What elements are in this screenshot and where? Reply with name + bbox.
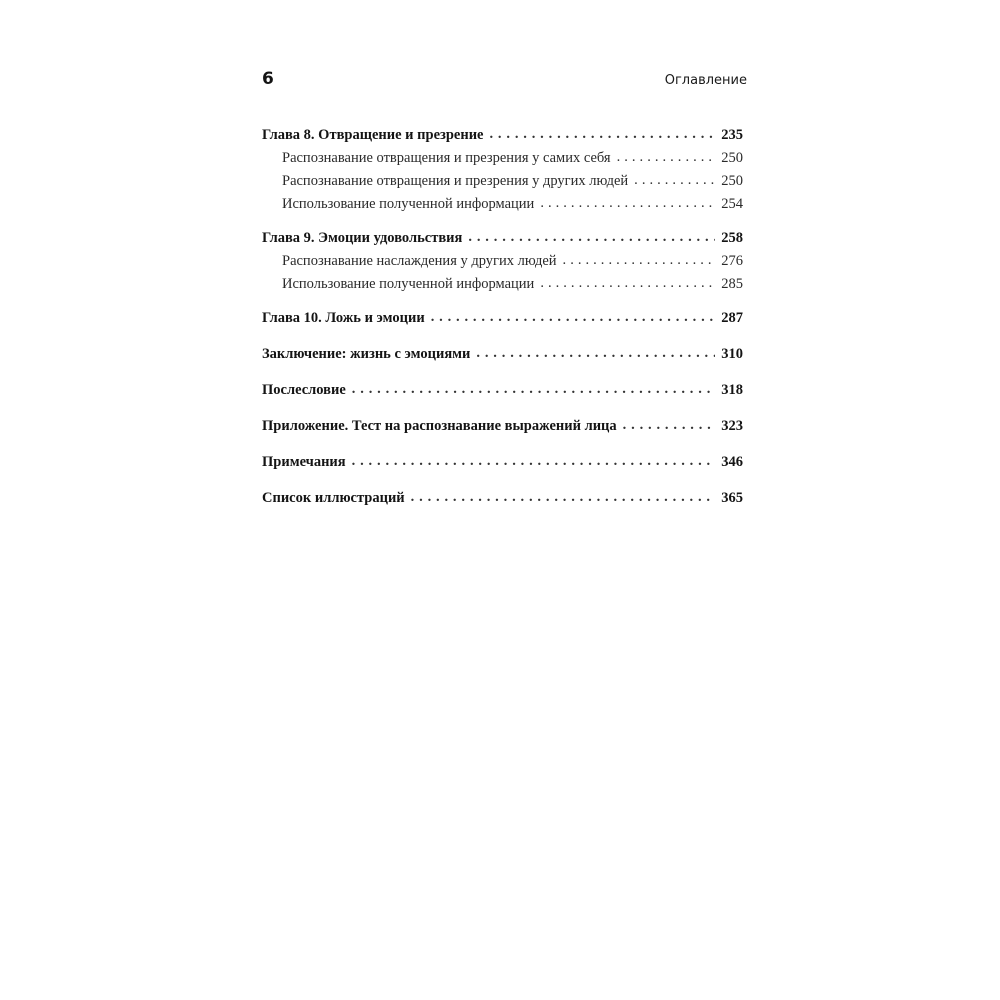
toc-entry-page: 285: [721, 276, 743, 292]
toc-entry-page: 254: [721, 196, 743, 212]
toc-entry-page: 250: [721, 173, 743, 189]
toc-entry-title: Приложение. Тест на распознавание выражений лица: [262, 418, 617, 434]
toc-entry-section[interactable]: [262, 250, 743, 273]
toc-entry-page: 310: [721, 346, 743, 362]
toc-entry-page: 365: [721, 490, 743, 506]
toc-entry-title: Распознавание отвращения и презрения у других людей: [282, 173, 629, 189]
toc-entry-appendix[interactable]: [262, 415, 743, 438]
toc-entry-title: Распознавание наслаждения у других людей: [282, 253, 557, 269]
toc-entry-page: 235: [721, 127, 743, 143]
dot-leader: [563, 249, 716, 272]
toc-entry-title: Глава 9. Эмоции удовольствия: [262, 230, 463, 246]
running-head: Оглавление: [664, 73, 747, 88]
dot-leader: [540, 272, 715, 295]
toc-entry-title: Использование полученной информации: [282, 196, 535, 212]
table-of-contents: [262, 124, 743, 510]
dot-leader: [352, 378, 715, 401]
dot-leader: [540, 192, 715, 215]
toc-entry-chapter-8[interactable]: [262, 124, 743, 147]
toc-entry-page: 346: [721, 454, 743, 470]
toc-entry-page: 318: [721, 382, 743, 398]
toc-entry-title: Примечания: [262, 454, 346, 470]
dot-leader: [352, 450, 716, 473]
toc-entry-chapter-10[interactable]: [262, 307, 743, 330]
toc-entry-chapter-9[interactable]: [262, 227, 743, 250]
toc-entry-page: 258: [721, 230, 743, 246]
toc-entry-section[interactable]: [262, 147, 743, 170]
toc-entry-illustrations[interactable]: [262, 487, 743, 510]
toc-entry-title: Глава 8. Отвращение и презрение: [262, 127, 484, 143]
page-number: 6: [262, 69, 274, 89]
toc-entry-title: Заключение: жизнь с эмоциями: [262, 346, 471, 362]
toc-entry-section[interactable]: [262, 170, 743, 193]
toc-entry-notes[interactable]: [262, 451, 743, 474]
dot-leader: [489, 123, 715, 146]
toc-entry-afterword[interactable]: [262, 379, 743, 402]
dot-leader: [411, 486, 716, 509]
toc-entry-page: 287: [721, 310, 743, 326]
toc-entry-title: Распознавание отвращения и презрения у самих себя: [282, 150, 611, 166]
toc-entry-title: Использование полученной информации: [282, 276, 535, 292]
toc-entry-page: 276: [721, 253, 743, 269]
dot-leader: [476, 342, 715, 365]
toc-entry-title: Список иллюстраций: [262, 490, 405, 506]
toc-entry-section[interactable]: [262, 193, 743, 216]
dot-leader: [617, 146, 716, 169]
toc-entry-page: 250: [721, 150, 743, 166]
dot-leader: [468, 226, 715, 249]
toc-entry-title: Глава 10. Ложь и эмоции: [262, 310, 425, 326]
toc-entry-title: Послесловие: [262, 382, 346, 398]
toc-entry-conclusion[interactable]: [262, 343, 743, 366]
dot-leader: [623, 414, 716, 437]
dot-leader: [431, 306, 716, 329]
toc-entry-section[interactable]: [262, 273, 743, 296]
dot-leader: [634, 169, 715, 192]
toc-entry-page: 323: [721, 418, 743, 434]
